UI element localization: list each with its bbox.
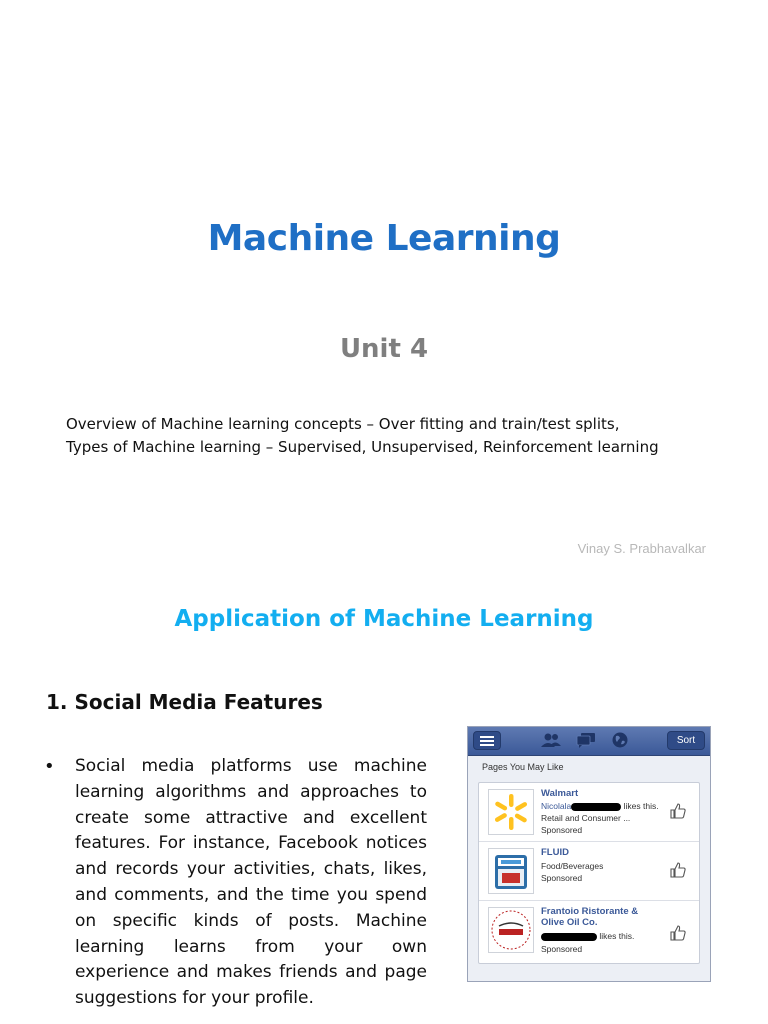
- facebook-top-bar: [468, 727, 710, 756]
- unit-subtitle: Unit 4: [339, 334, 429, 364]
- thumbs-up-icon[interactable]: [669, 861, 687, 879]
- sponsored-label: Sponsored: [541, 944, 583, 954]
- frantoio-logo: [488, 907, 534, 953]
- page-category: Retail and Consumer ...: [541, 813, 631, 823]
- page-likes: Nicolala likes this.: [541, 801, 659, 811]
- slide-2-title: Application of Machine Learning: [174, 606, 594, 632]
- menu-icon[interactable]: [473, 731, 501, 750]
- friends-icon[interactable]: [540, 732, 562, 748]
- list-item[interactable]: [479, 783, 699, 842]
- page-name[interactable]: FLUID: [541, 847, 569, 858]
- thumbs-up-icon[interactable]: [669, 924, 687, 942]
- overview-text: [66, 413, 746, 459]
- overview-line-2: Types of Machine learning – Supervised, Unsupervised, Reinforcement learning: [66, 438, 659, 456]
- pages-header: Pages You May Like: [482, 762, 564, 772]
- pages-list: [478, 782, 700, 964]
- redacted-name: [541, 933, 597, 941]
- bullet-paragraph: Social media platforms use machine learning algorithms and approaches to create some attractive and excellent features. For instance, Facebook notices and records your activities, chats, likes, and comments, and the time you spend on specific kinds of posts. Machine learning learns from your own experience and makes friends and page suggestions for your profile.: [75, 756, 427, 1009]
- slide-title: Machine Learning: [207, 218, 561, 259]
- list-item[interactable]: [479, 842, 699, 901]
- messages-icon[interactable]: [576, 732, 596, 748]
- facebook-screenshot: [467, 726, 711, 982]
- fluid-product-logo: [488, 848, 534, 894]
- thumbs-up-icon[interactable]: [669, 802, 687, 820]
- walmart-spark-logo: [488, 789, 534, 835]
- redacted-name: [571, 803, 621, 811]
- globe-icon[interactable]: [611, 731, 629, 749]
- page-name[interactable]: Walmart: [541, 788, 579, 799]
- overview-line-1: Overview of Machine learning concepts – Over fitting and train/test splits,: [66, 415, 620, 433]
- page-likes: likes this.: [541, 931, 634, 941]
- section-heading: 1. Social Media Features: [46, 690, 323, 714]
- list-item[interactable]: [479, 901, 699, 963]
- author-name: Vinay S. Prabhavalkar: [577, 541, 706, 556]
- page-category: Food/Beverages: [541, 861, 604, 871]
- notification-icons: [540, 731, 639, 749]
- sort-button[interactable]: Sort: [667, 731, 705, 750]
- sponsored-label: Sponsored: [541, 825, 583, 835]
- page-name[interactable]: Frantoio Ristorante & Olive Oil Co.: [541, 906, 639, 928]
- bullet-marker: •: [44, 756, 55, 777]
- sponsored-label: Sponsored: [541, 873, 583, 883]
